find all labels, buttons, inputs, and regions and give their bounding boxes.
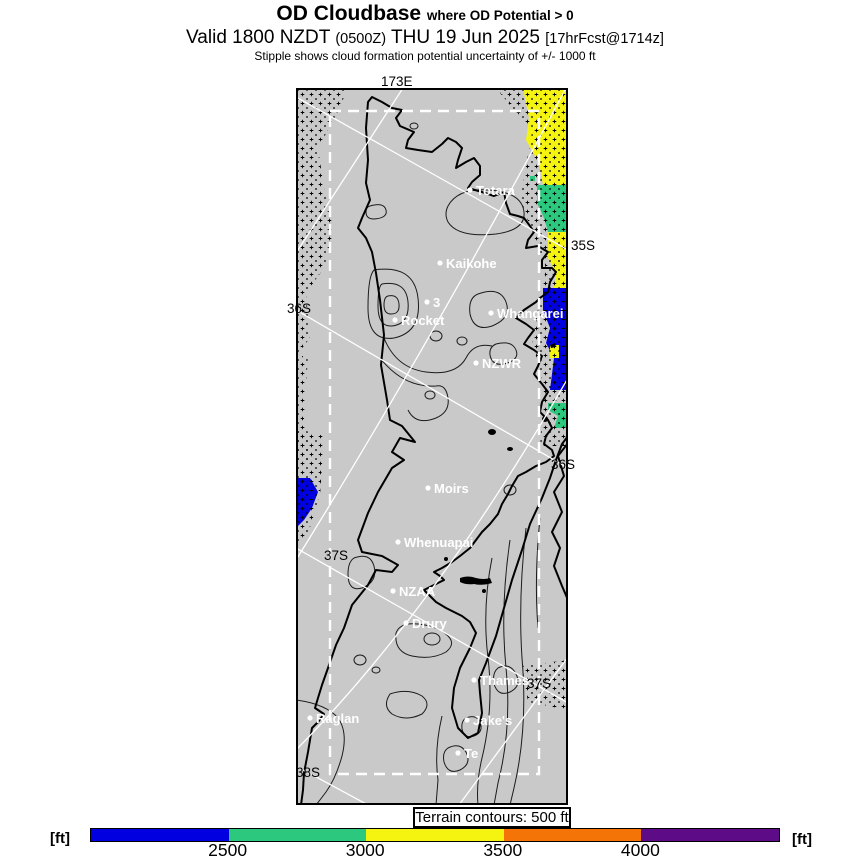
city-label: Totara xyxy=(476,183,515,198)
page-title xyxy=(0,2,850,27)
city-label: NZWR xyxy=(482,356,521,371)
city-dot-whangarei xyxy=(488,310,493,315)
city-label: Whangarei xyxy=(497,306,564,321)
grid-label-37s: 37S xyxy=(324,548,349,563)
city-dot-thames xyxy=(471,677,476,682)
city-label: Te xyxy=(464,746,479,761)
colorbar-unit-right: [ft] xyxy=(792,831,812,848)
valid-zulu: (0500Z) xyxy=(335,31,387,47)
city-dot-jake's xyxy=(464,717,469,722)
colorbar-tick-4000: 4000 xyxy=(620,840,660,860)
city-dot-raglan xyxy=(307,715,312,720)
city-dot-nzaa xyxy=(390,588,395,593)
colorbar-unit-left: [ft] xyxy=(50,830,70,847)
city-dot-moirs xyxy=(425,485,430,490)
grid-label-38s: 38S xyxy=(296,765,321,780)
city-dot-rocket xyxy=(392,317,397,322)
city-dot-totara xyxy=(467,187,472,192)
forecast-map xyxy=(296,88,568,805)
terrain-note: Terrain contours: 500 ft xyxy=(413,807,571,828)
city-dot-nzwr xyxy=(473,360,478,365)
city-label: Drury xyxy=(412,616,447,631)
colorbar-segment-4 xyxy=(641,829,779,841)
city-label: Rocket xyxy=(401,313,445,328)
city-dot-kaikohe xyxy=(437,260,442,265)
valid-prefix: Valid 1800 NZDT xyxy=(186,27,331,48)
cloudbase-colorbar xyxy=(90,828,780,842)
city-dot-whenuapai xyxy=(395,539,400,544)
city-dot-3 xyxy=(424,299,429,304)
valid-date: THU 19 Jun 2025 xyxy=(391,27,540,48)
colorbar-tick-3000: 3000 xyxy=(345,840,385,860)
colorbar-tick-3500: 3500 xyxy=(483,840,523,860)
grid-label-36s: 36S xyxy=(551,457,576,472)
city-label: Whenuapai xyxy=(404,535,474,550)
city-dot-te xyxy=(455,750,460,755)
stipple-subtitle: Stipple shows cloud formation potential uncertainty of +/- 1000 ft xyxy=(254,49,596,63)
colorbar-tick-2500: 2500 xyxy=(208,840,248,860)
grid-label-36s: 36S xyxy=(287,301,312,316)
city-label: Raglan xyxy=(316,711,360,726)
city-label: Thames xyxy=(480,673,530,688)
city-label: Jake's xyxy=(473,713,513,728)
map-canvas xyxy=(298,90,566,803)
valid-line xyxy=(0,28,850,49)
city-dot-drury xyxy=(403,620,408,625)
city-label: NZAA xyxy=(399,584,436,599)
grid-label-173e: 173E xyxy=(381,74,413,89)
city-label: 3 xyxy=(433,295,441,310)
title-qualifier: where OD Potential > 0 xyxy=(426,8,574,23)
city-label: Moirs xyxy=(434,481,469,496)
city-label: Kaikohe xyxy=(446,256,497,271)
grid-label-35s: 35S xyxy=(571,238,596,253)
title-block xyxy=(0,2,850,63)
title-main: OD Cloudbase xyxy=(276,2,422,25)
grid-label-37s: 37S xyxy=(527,676,552,691)
valid-fcst: [17hrFcst@1714z] xyxy=(545,31,664,47)
